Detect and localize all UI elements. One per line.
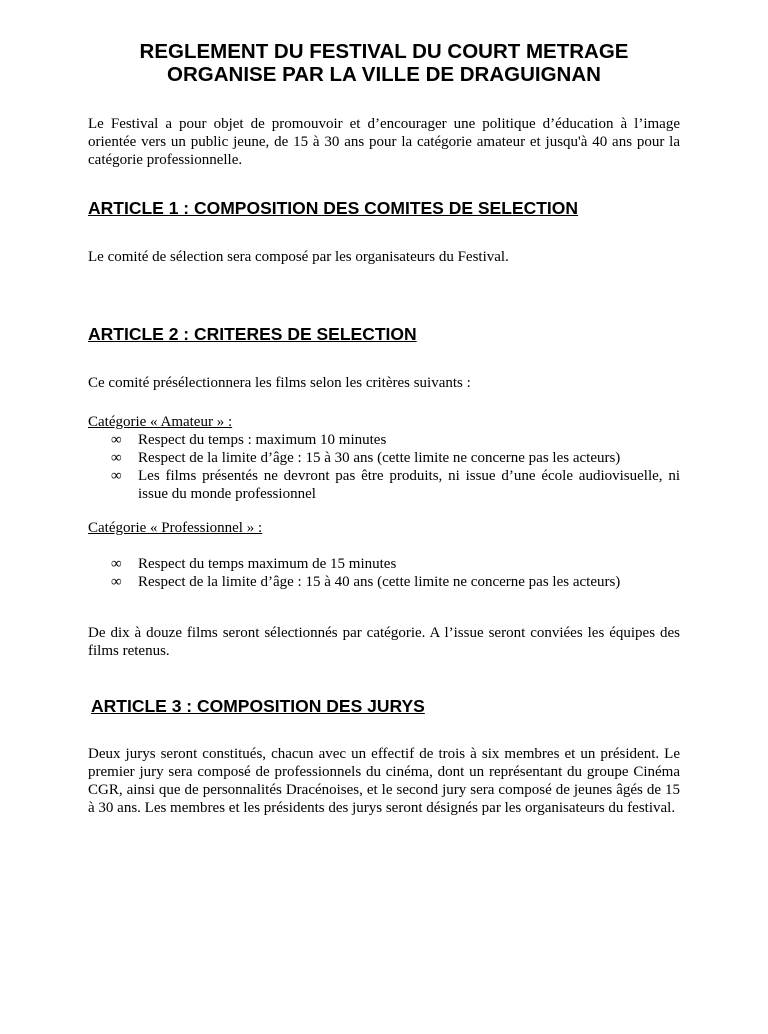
article-2-conclusion: De dix à douze films seront sélectionnés par catégorie. A l’issue seront conviées les équipes des films retenus. (88, 625, 680, 659)
document-page (0, 40, 768, 1034)
list-item: ∞ Les films présentés ne devront pas être produits, ni issue d’une école audiovisuelle, ni issue du monde professionnel (111, 468, 680, 502)
professionnel-criteria-list (88, 555, 680, 591)
list-item: ∞ Respect de la limite d’âge : 15 à 30 ans (cette limite ne concerne pas les acteurs) (111, 450, 621, 466)
amateur-criteria-list (88, 431, 680, 503)
infinity-bullet-icon: ∞ (111, 556, 122, 572)
infinity-bullet-icon: ∞ (111, 432, 122, 448)
intro-paragraph: Le Festival a pour objet de promouvoir et d’encourager une politique d’éducation à l’image orientée vers un public jeune, de 15 à 30 ans pour la catégorie amateur et jusqu'à 40 ans pour la catégorie professionnelle. (88, 116, 680, 168)
article-1-text: Le comité de sélection sera composé par les organisateurs du Festival. (88, 249, 509, 265)
infinity-bullet-icon: ∞ (111, 574, 122, 590)
list-item: ∞ Respect de la limite d’âge : 15 à 40 ans (cette limite ne concerne pas les acteurs) (111, 574, 621, 590)
article-2-text: Ce comité présélectionnera les films selon les critères suivants : (88, 375, 471, 391)
category-professionnel-label: Catégorie « Professionnel » : (88, 520, 263, 536)
article-1-heading: ARTICLE 1 : COMPOSITION DES COMITES DE SELECTION (88, 198, 579, 218)
category-amateur-label: Catégorie « Amateur » : (88, 414, 233, 430)
list-item: ∞ Respect du temps : maximum 10 minutes (111, 432, 387, 448)
article-3-text: Deux jurys seront constitués, chacun avec un effectif de trois à six membres et un président. Le premier jury sera composé de professionnels du cinéma, dont un représentant du groupe Cinéma CGR, ainsi que de personnalités Dracénoises, et le second jury sera composé de jeunes âgés de 15 à 30 ans. Les membres et les présidents des jurys seront désignés par les organisateurs du festival. (88, 746, 680, 816)
title-line-1: REGLEMENT DU FESTIVAL DU COURT METRAGE (139, 40, 629, 63)
list-item: ∞ Respect du temps maximum de 15 minutes (111, 556, 397, 572)
infinity-bullet-icon: ∞ (111, 468, 122, 484)
article-2-heading: ARTICLE 2 : CRITERES DE SELECTION (88, 324, 417, 344)
title-line-2: ORGANISE PAR LA VILLE DE DRAGUIGNAN (167, 63, 601, 86)
article-3-heading: ARTICLE 3 : COMPOSITION DES JURYS (91, 696, 425, 716)
infinity-bullet-icon: ∞ (111, 450, 122, 466)
document-title (88, 40, 680, 86)
